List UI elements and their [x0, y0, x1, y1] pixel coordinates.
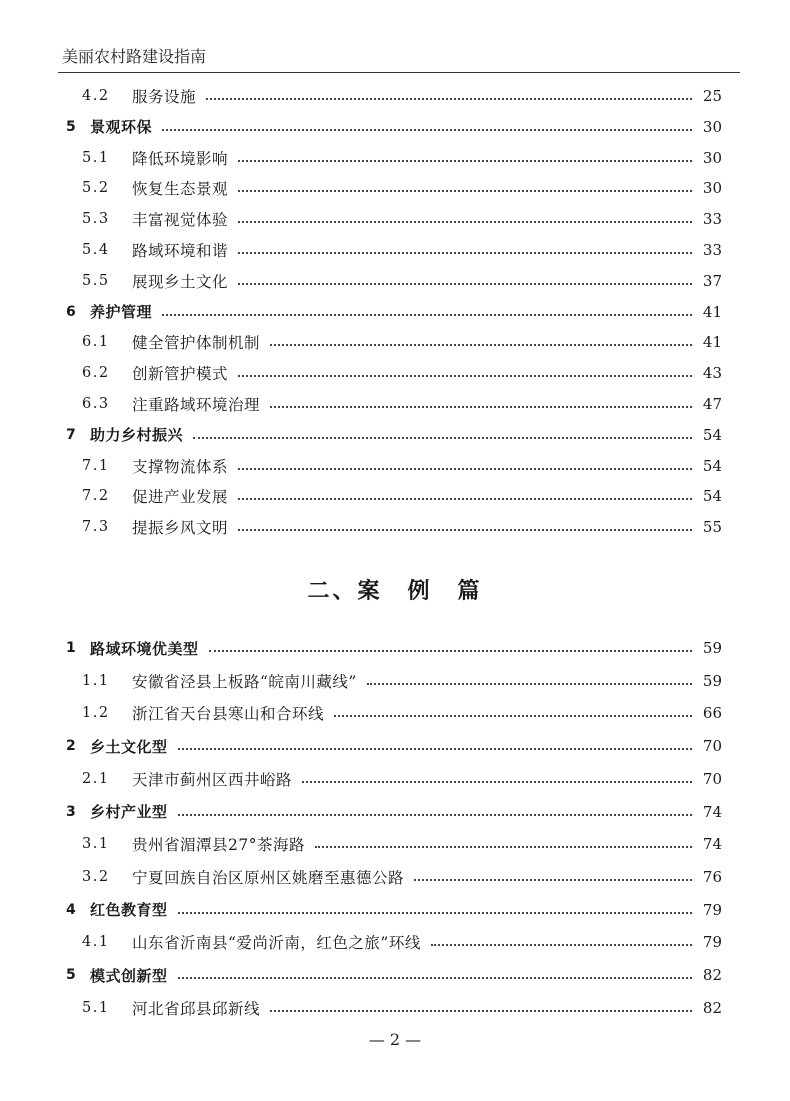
header-divider — [58, 72, 740, 73]
toc-page-number: 79 — [702, 933, 722, 952]
toc-number: 5.1 — [82, 149, 110, 166]
dot-leader — [270, 1010, 692, 1012]
toc-section-row — [82, 454, 722, 478]
toc-number: 5 — [66, 118, 76, 135]
toc-number: 5 — [66, 967, 76, 983]
dot-leader — [178, 977, 692, 979]
dot-leader — [315, 846, 692, 848]
toc-number: 5.3 — [82, 211, 110, 228]
toc-section-row — [82, 84, 722, 108]
toc-number: 7 — [66, 426, 76, 443]
toc-number: 1 — [66, 640, 76, 656]
toc-title: 注重路域环境治理 — [132, 396, 261, 414]
dot-leader — [162, 314, 692, 316]
toc-number: 1.2 — [82, 705, 110, 722]
toc-page-number: 47 — [702, 395, 722, 413]
toc-title: 促进产业发展 — [132, 488, 229, 507]
toc-title: 浙江省天台县寒山和合环线 — [132, 705, 325, 724]
toc-number: 6 — [66, 303, 76, 320]
toc-title: 安徽省泾县上板路“皖南川藏线” — [132, 672, 357, 691]
toc-page-number: 59 — [702, 671, 722, 690]
toc-page-number: 59 — [702, 639, 722, 657]
dot-leader — [367, 683, 692, 685]
toc-section-row — [82, 484, 722, 508]
dot-leader — [178, 912, 692, 914]
toc-page-number: 76 — [702, 867, 722, 886]
toc-page-number: 70 — [702, 737, 722, 756]
toc-title: 路域环境和谐 — [132, 242, 229, 260]
toc-number: 4.1 — [82, 934, 110, 951]
toc-chapter-row — [66, 898, 722, 922]
dot-leader — [238, 252, 692, 254]
toc-section-row — [82, 207, 722, 231]
toc-title: 路域环境优美型 — [90, 639, 199, 658]
toc-section-row — [82, 330, 722, 354]
dot-leader — [178, 814, 692, 816]
toc-title: 宁夏回族自治区原州区姚磨至惠德公路 — [132, 868, 405, 887]
dot-leader — [414, 879, 692, 881]
toc-title: 河北省邱县邱新线 — [132, 999, 261, 1018]
toc-title: 模式创新型 — [90, 966, 168, 985]
toc-number: 7.3 — [82, 519, 110, 536]
toc-title: 乡村产业型 — [90, 803, 168, 821]
toc-title: 支撑物流体系 — [132, 457, 229, 476]
page-number: — 2 — — [368, 1030, 422, 1049]
toc-title: 贵州省湄潭县27°茶海路 — [132, 836, 305, 855]
toc-page-number: 33 — [702, 241, 722, 259]
toc-page-number: 41 — [702, 333, 722, 352]
toc-page-number: 30 — [702, 148, 722, 167]
toc-title: 展现乡土文化 — [132, 272, 229, 291]
dot-leader — [270, 406, 692, 408]
toc-section-row — [82, 996, 722, 1020]
toc-section-row — [82, 865, 722, 889]
toc-section-row — [82, 146, 722, 170]
toc-number: 3 — [66, 803, 76, 820]
toc-chapter-row — [66, 300, 722, 324]
toc-page-number: 33 — [702, 210, 722, 229]
toc-number: 5.2 — [82, 180, 110, 197]
dot-leader — [206, 98, 692, 100]
dot-leader — [238, 529, 692, 531]
toc-number: 3.1 — [82, 836, 110, 853]
toc-page-number: 82 — [702, 966, 722, 984]
toc-page-number: 82 — [702, 998, 722, 1017]
toc-chapter-row — [66, 115, 722, 139]
toc-number: 6.2 — [82, 365, 110, 382]
toc-page-number: 25 — [702, 87, 722, 105]
toc-page-number: 43 — [702, 364, 722, 383]
toc-page-number: 55 — [702, 518, 722, 537]
toc-section-row — [82, 176, 722, 200]
book-title: 美丽农村路建设指南 — [62, 47, 207, 66]
toc-page-number: 74 — [702, 835, 722, 854]
toc-number: 5.5 — [82, 272, 110, 289]
toc-number: 5.1 — [82, 999, 110, 1016]
dot-leader — [431, 944, 692, 946]
toc-page-number: 70 — [702, 769, 722, 788]
toc-title: 天津市蓟州区西井峪路 — [132, 770, 293, 789]
toc-page-number: 41 — [702, 302, 722, 321]
dot-leader — [238, 283, 692, 285]
toc-page-number: 54 — [702, 425, 722, 444]
toc-title: 健全管护体制机制 — [132, 334, 261, 353]
toc-page-number: 30 — [702, 179, 722, 198]
toc-section-row — [82, 269, 722, 293]
toc-chapter-row — [66, 963, 722, 987]
toc-page-number: 37 — [702, 271, 722, 290]
toc-number: 4 — [66, 901, 76, 918]
toc-page-number: 54 — [702, 487, 722, 506]
dot-leader — [238, 160, 692, 162]
dot-leader — [302, 781, 692, 783]
toc-title: 红色教育型 — [90, 901, 168, 920]
toc-chapter-row — [66, 423, 722, 447]
toc-page-number: 54 — [702, 456, 722, 475]
toc-number: 1.1 — [82, 672, 110, 689]
toc-title: 山东省沂南县“爱尚沂南，红色之旅”环线 — [132, 934, 421, 953]
toc-number: 3.2 — [82, 868, 110, 885]
dot-leader — [238, 190, 692, 192]
toc-title: 提振乡风文明 — [132, 519, 229, 538]
toc-chapter-row — [66, 636, 722, 660]
toc-title: 恢复生态景观 — [132, 180, 229, 199]
toc-number: 7.2 — [82, 488, 110, 505]
dot-leader — [270, 344, 692, 346]
toc-section-row — [82, 392, 722, 416]
dot-leader — [238, 221, 692, 223]
toc-page-number: 30 — [702, 117, 722, 136]
toc-number: 5.4 — [82, 242, 110, 258]
toc-title: 养护管理 — [90, 303, 153, 322]
toc-section-row — [82, 238, 722, 262]
toc-title: 乡土文化型 — [90, 737, 168, 756]
toc-section-row — [82, 832, 722, 856]
running-header — [58, 40, 740, 70]
toc-section-row — [82, 767, 722, 791]
toc-title: 丰富视觉体验 — [132, 211, 229, 230]
dot-leader — [209, 650, 692, 652]
toc-title: 降低环境影响 — [132, 149, 229, 168]
dot-leader — [334, 715, 692, 717]
dot-leader — [162, 129, 692, 131]
dot-leader — [238, 468, 692, 470]
dot-leader — [238, 498, 692, 500]
section-title: 二、案 例 篇 — [307, 578, 483, 604]
toc-section-row — [82, 930, 722, 954]
toc-number: 2 — [66, 738, 76, 755]
toc-section-row — [82, 669, 722, 693]
toc-title: 景观环保 — [90, 118, 153, 137]
dot-leader — [193, 437, 692, 439]
toc-section-row — [82, 701, 722, 725]
toc-section-row — [82, 515, 722, 539]
toc-number: 2.1 — [82, 770, 110, 787]
toc-title: 创新管护模式 — [132, 365, 229, 384]
toc-section-row — [82, 361, 722, 385]
toc-chapter-row — [66, 800, 722, 824]
dot-leader — [178, 748, 692, 750]
toc-title: 助力乡村振兴 — [90, 426, 184, 445]
toc-number: 4.2 — [82, 88, 110, 104]
toc-number: 6.3 — [82, 396, 110, 412]
toc-page-number: 74 — [702, 802, 722, 821]
toc-number: 7.1 — [82, 457, 110, 474]
dot-leader — [238, 375, 692, 377]
toc-chapter-row — [66, 734, 722, 758]
toc-title: 服务设施 — [132, 88, 197, 106]
toc-page-number: 66 — [702, 704, 722, 723]
toc-number: 6.1 — [82, 334, 110, 351]
toc-page-number: 79 — [702, 900, 722, 919]
